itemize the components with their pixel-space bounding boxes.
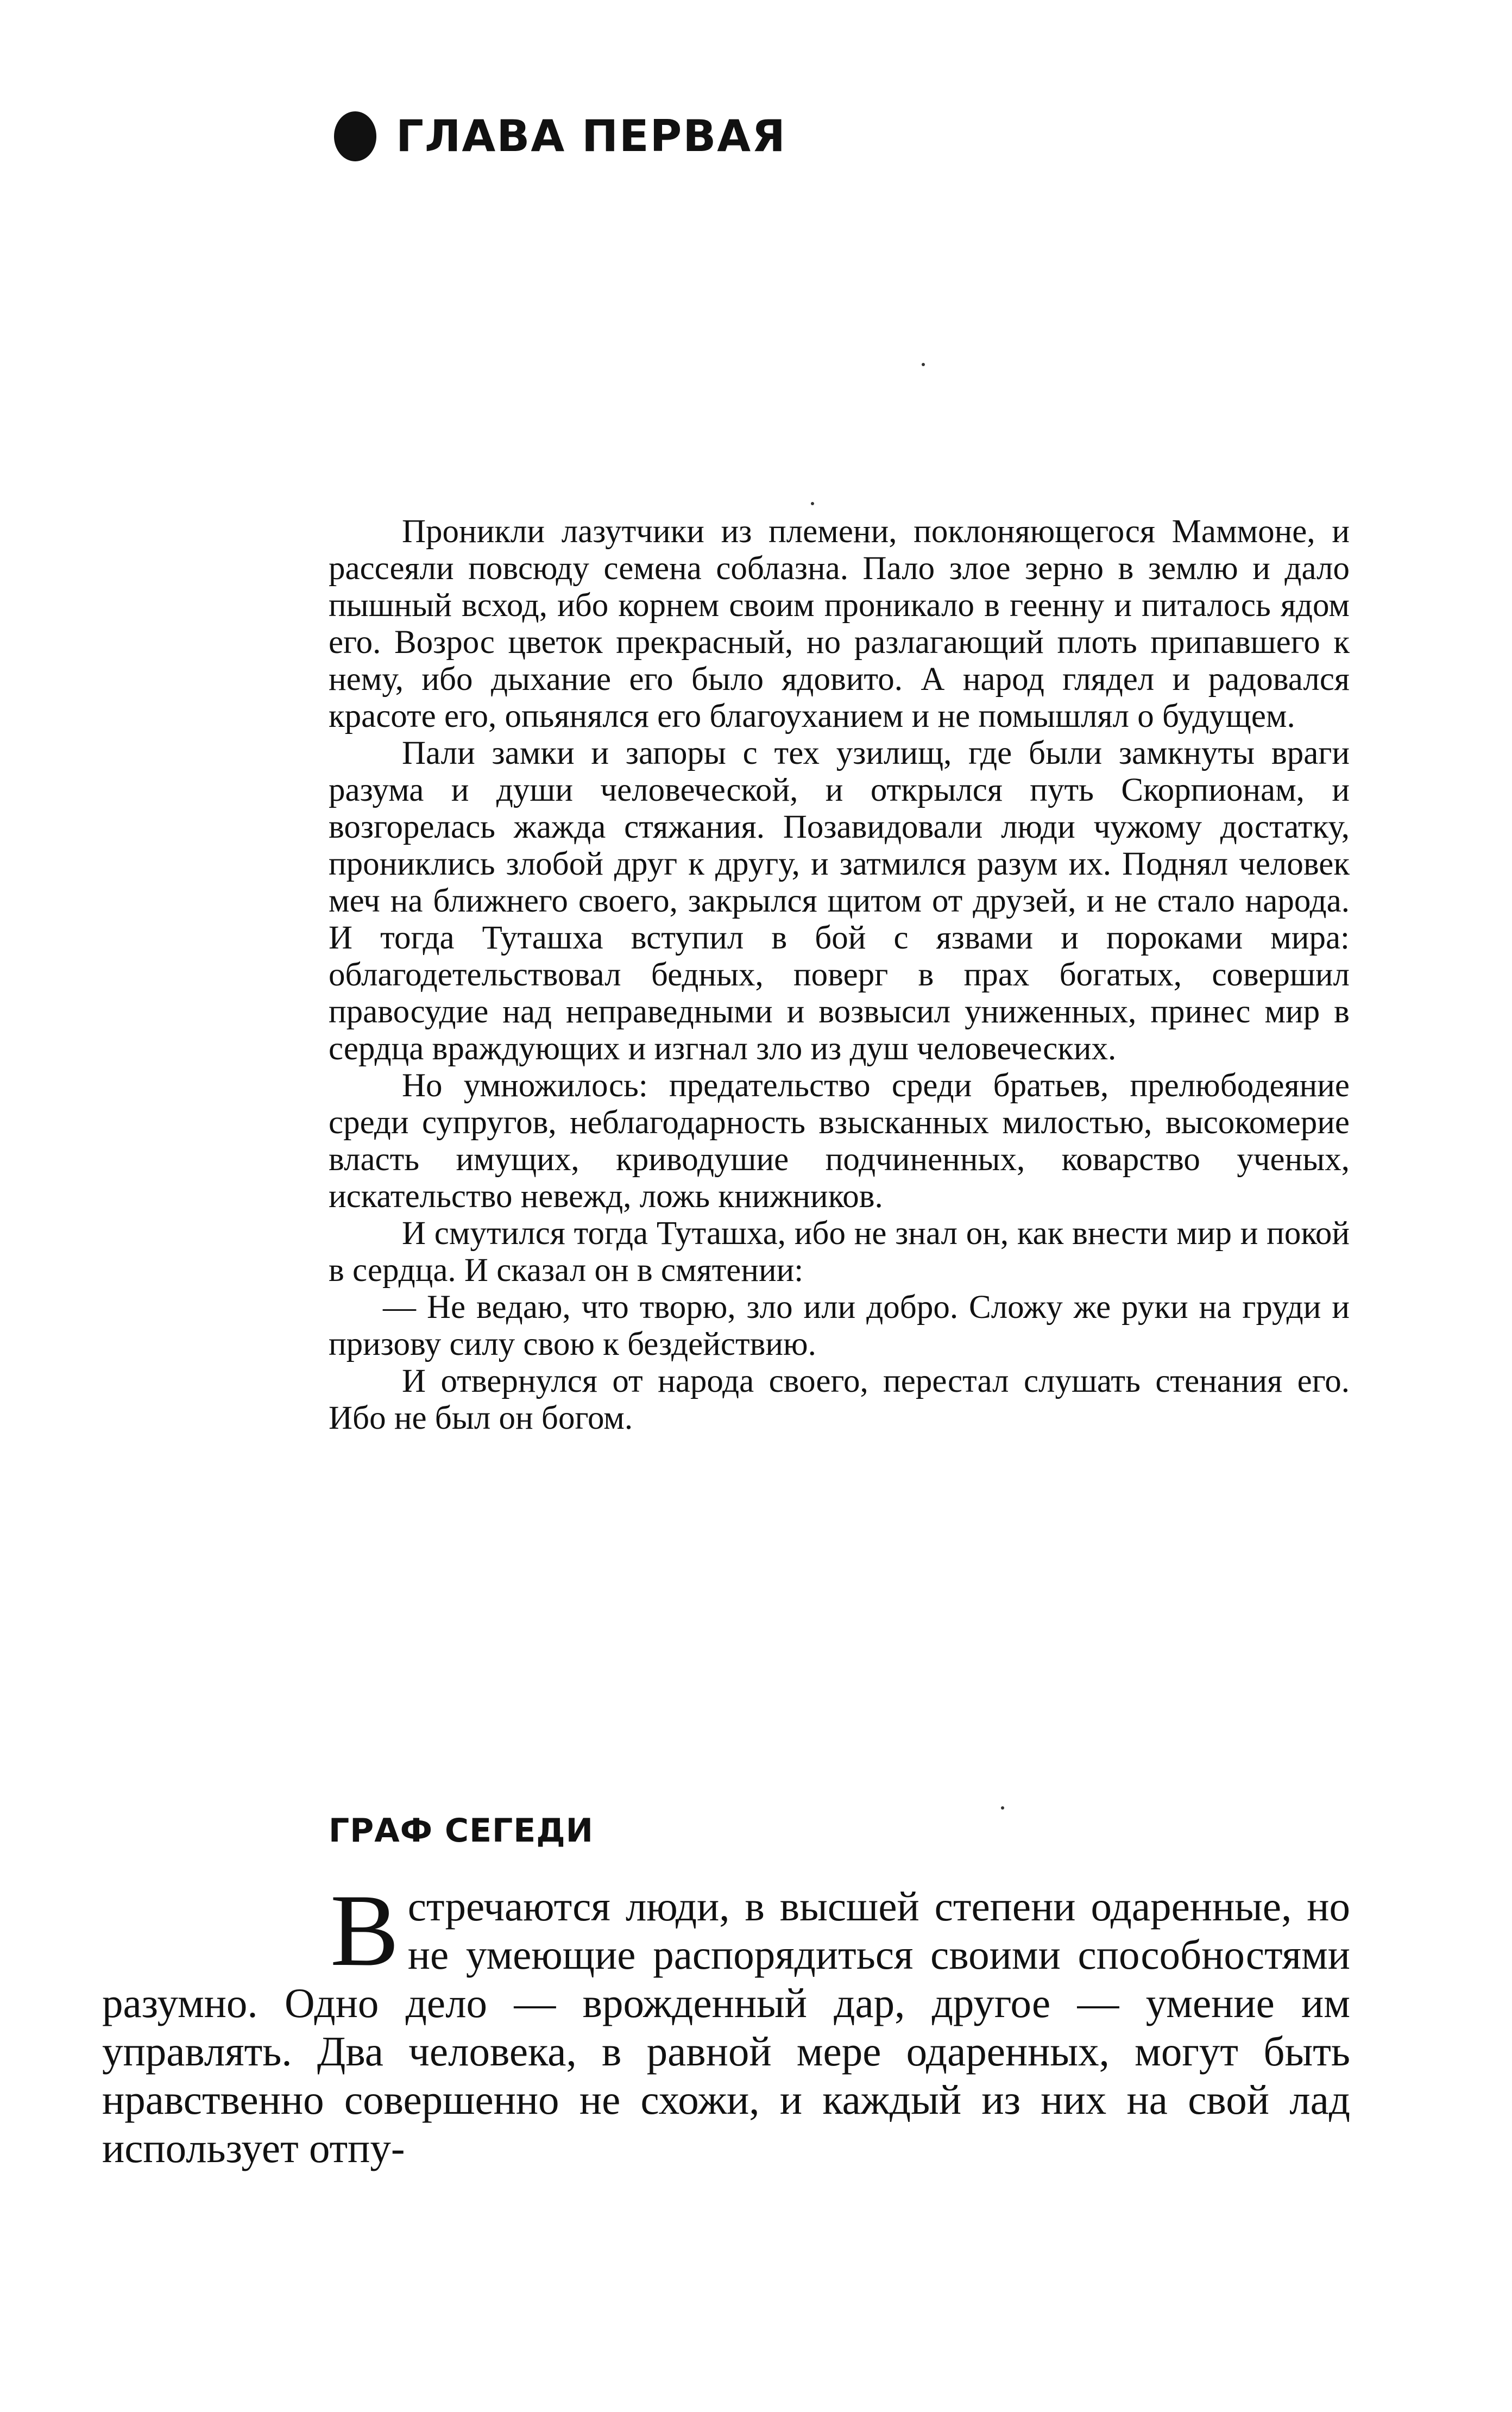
body-text: стречаются люди, в высшей степени одаренные, но не умеющие распорядиться своими способностями разумно. Одно дело — врожденный дар, другое — умение им управлять. Два человека, в равной мере одаренных, могут быть нравственно совершенно не схожи, и каждый из них на свой лад использует отпу- [102, 1883, 1350, 2171]
chapter-heading [334, 111, 786, 161]
epigraph-paragraph: Пали замки и запоры с тех узилищ, где были замкнуты враги разума и души человеческой, и открылся путь Скорпионам, и возгорелась жажда стяжания. Позавидовали люди чужому достатку, прониклись злобой друг к другу, и затмился разум их. Поднял человек меч на ближнего своего, закрылся щитом от друзей, и не стало народа. И тогда Туташха вступил в бой с язвами и пороками мира: облагодетельствовал бедных, поверг в прах богатых, совершил правосудие над неправедными и возвысил униженных, принес мир в сердца враждующих и изгнал зло из душ человеческих. [329, 735, 1350, 1067]
epigraph-paragraph: Но умножилось: предательство среди братьев, прелюбодеяние среди супругов, неблагодарность взысканных милостью, высокомерие власть имущих, криводушие подчиненных, коварство ученых, искательство невежд, ложь книжников. [329, 1067, 1350, 1215]
body-paragraph [102, 1874, 1350, 2172]
print-speck [1001, 1806, 1004, 1810]
section-title: ГРАФ СЕГЕДИ [329, 1812, 594, 1850]
chapter-title: ГЛАВА ПЕРВАЯ [396, 111, 786, 161]
epigraph-paragraph: И смутился тогда Туташха, ибо не знал он, как внести мир и покой в сердца. И сказал он в смятении: [329, 1215, 1350, 1289]
epigraph [329, 513, 1350, 1437]
print-speck [811, 502, 814, 505]
epigraph-paragraph: И отвернулся от народа своего, перестал слушать стенания его. Ибо не был он богом. [329, 1363, 1350, 1436]
filled-circle-icon [334, 111, 376, 161]
epigraph-paragraph: Проникли лазутчики из племени, поклоняющегося Маммоне, и рассеяли повсюду семена соблазна. Пало злое зерно в землю и дало пышный всход, ибо корнем своим проникало в геенну и питалось ядом его. Возрос цветок прекрасный, но разлагающий плоть припавшего к нему, ибо дыхание его было ядовито. А народ глядел и радовался красоте его, опьянялся его благоуханием и не помышлял о будущем. [329, 513, 1350, 734]
print-speck [922, 363, 925, 366]
drop-cap: В [330, 1874, 399, 1988]
epigraph-paragraph: — Не ведаю, что творю, зло или добро. Сложу же руки на груди и призову силу свою к бездействию. [329, 1289, 1350, 1362]
